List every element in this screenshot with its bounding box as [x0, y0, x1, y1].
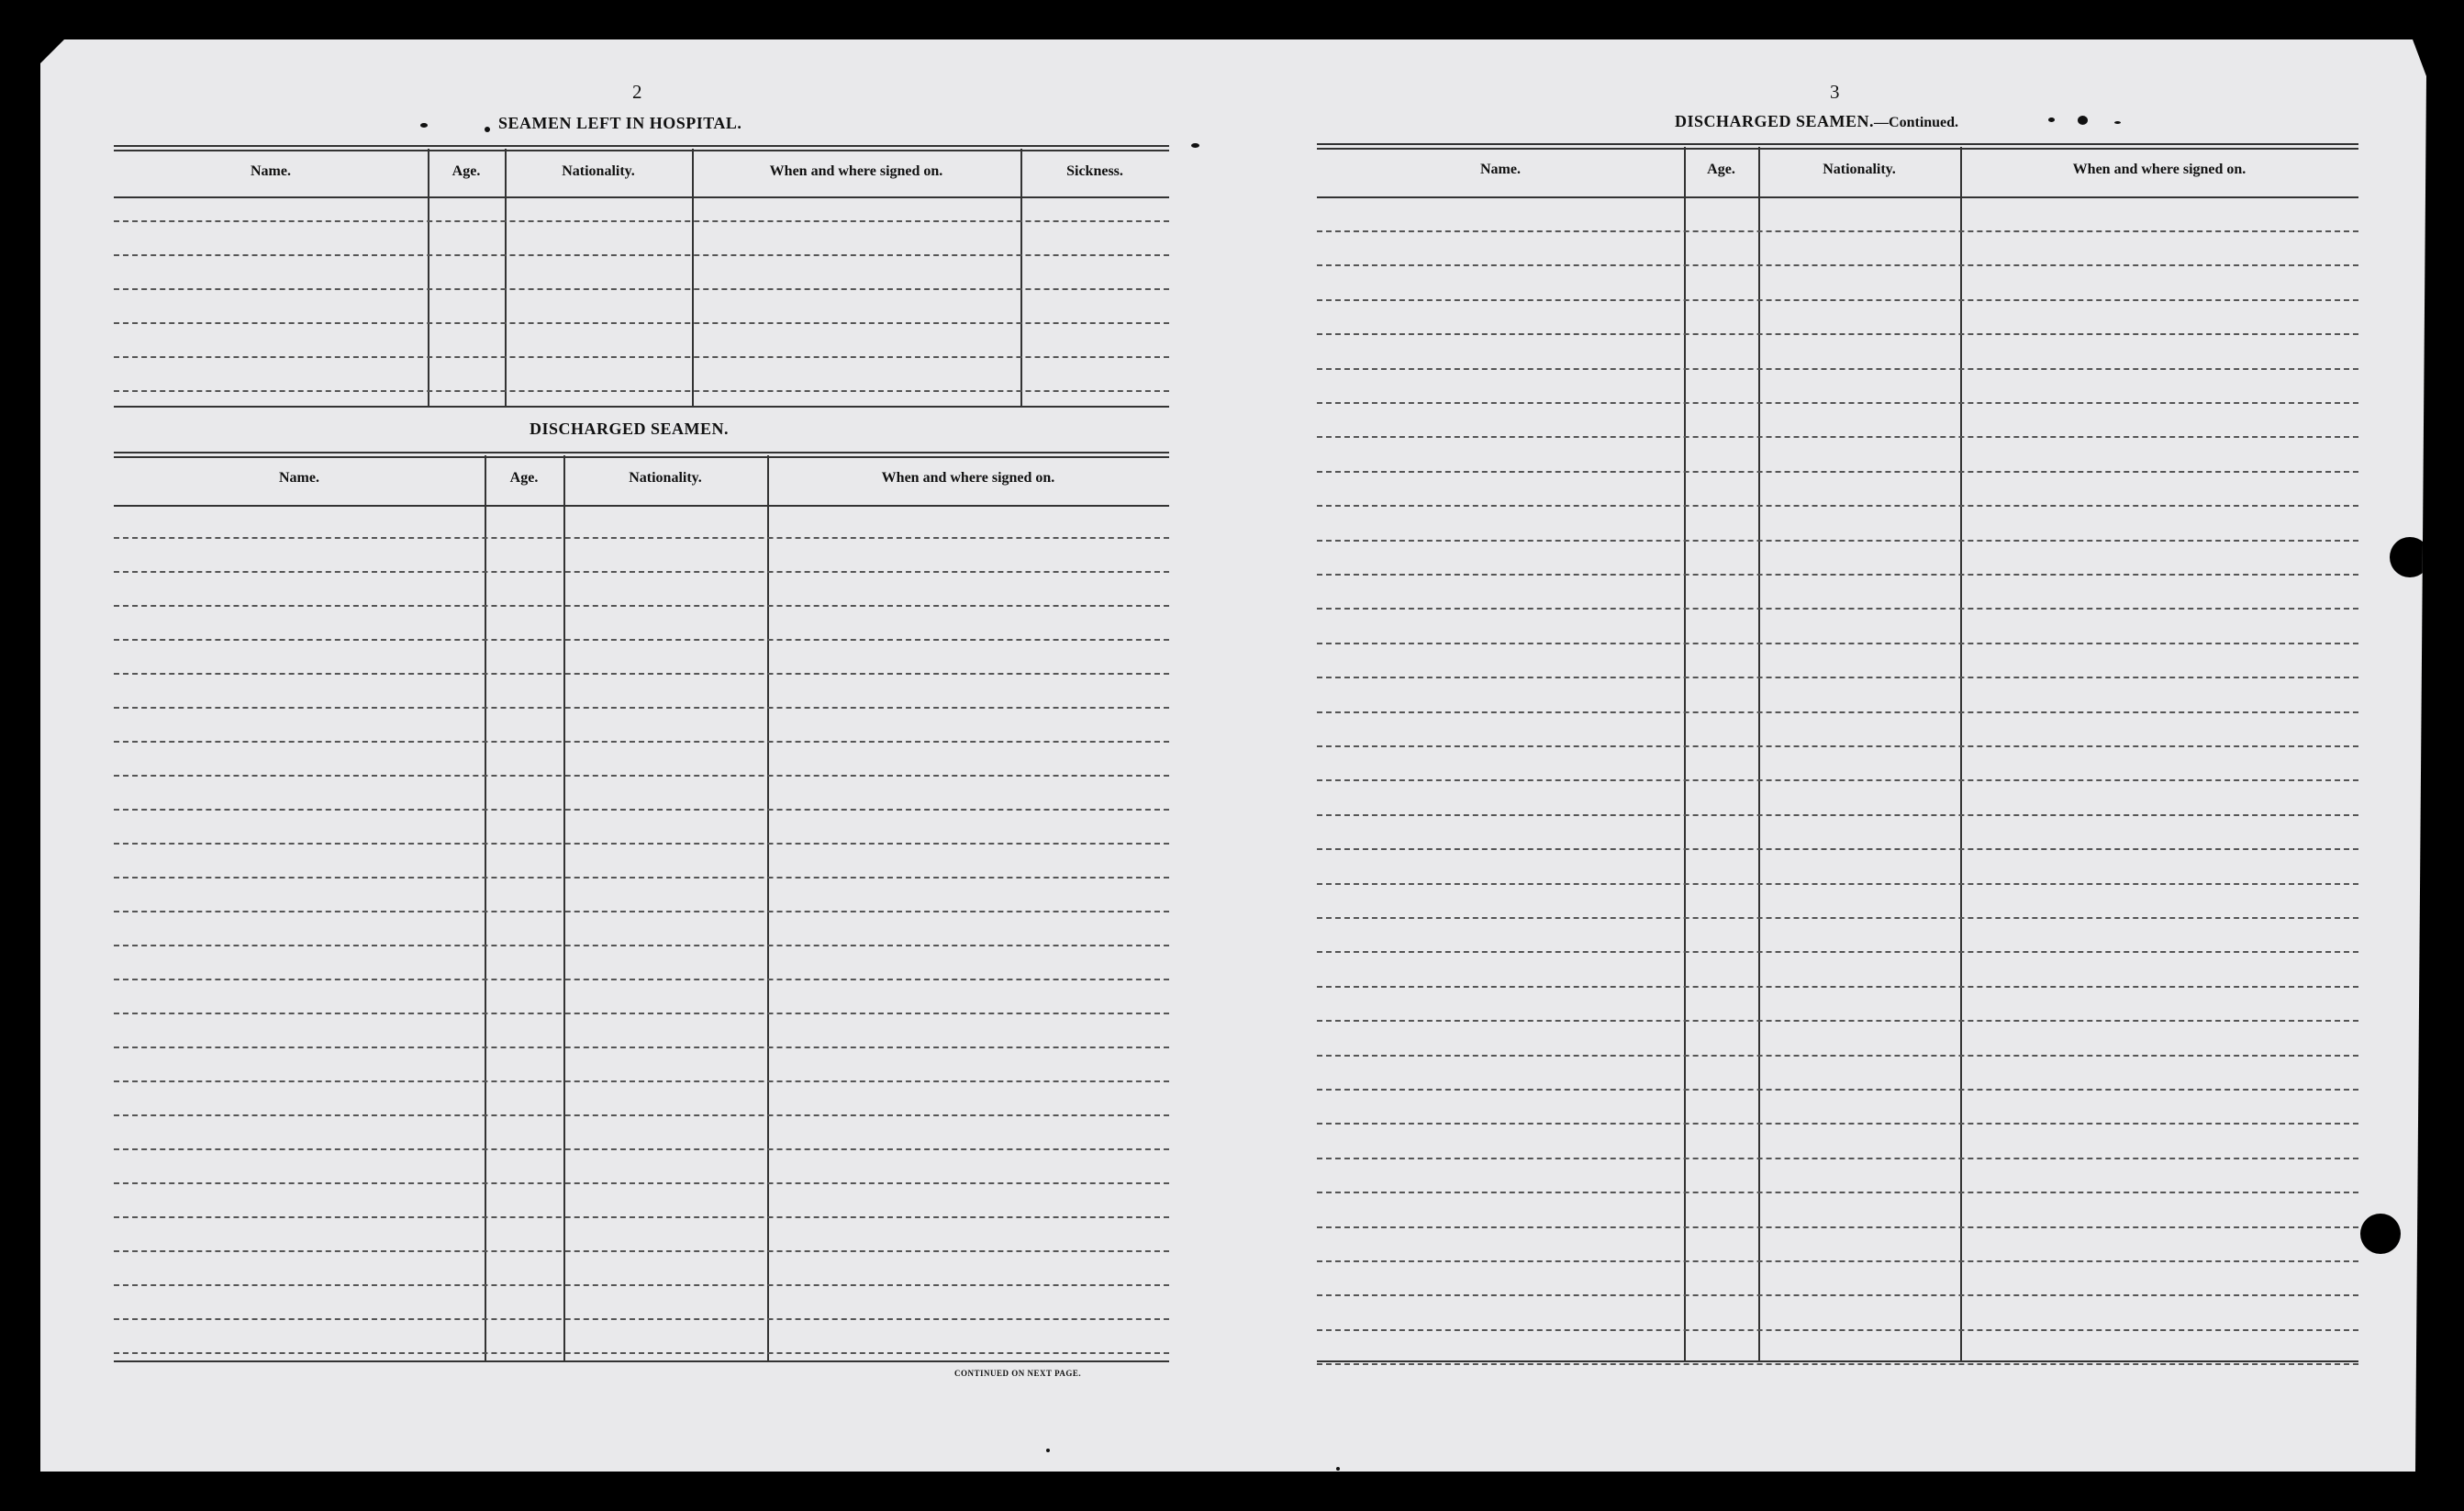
ruled-row-line [1317, 230, 2358, 232]
discharged-left-col-divider-1 [485, 455, 486, 1362]
discharged-left-col-divider-2 [563, 455, 565, 1362]
ruled-row-line [114, 639, 1169, 641]
punch-hole-upper [2390, 537, 2430, 577]
ruled-row-line [114, 1250, 1169, 1252]
ruled-row-line [1317, 540, 2358, 542]
ruled-row-line [114, 707, 1169, 709]
ruled-row-line [1317, 1260, 2358, 1262]
discharged-right-top-rule [1317, 143, 2358, 145]
hospital-section-title: SEAMEN LEFT IN HOSPITAL. [498, 114, 742, 132]
hospital-col-divider-3 [692, 149, 694, 406]
discharged-right-col-divider-1 [1684, 147, 1686, 1362]
ruled-row-line [114, 1114, 1169, 1116]
ruled-row-line [1317, 402, 2358, 404]
discharged-right-header-rule [1317, 196, 2358, 198]
print-mark [1191, 143, 1199, 148]
ruled-row-line [1317, 1226, 2358, 1228]
ruled-row-line [1317, 471, 2358, 473]
hospital-col-nationality: Nationality. [562, 163, 635, 179]
punch-hole-lower [2360, 1214, 2401, 1254]
ruled-row-line [1317, 574, 2358, 576]
discharged-right-col-divider-2 [1758, 147, 1760, 1362]
discharged-section-title: DISCHARGED SEAMEN. [530, 420, 730, 438]
ruled-row-line [114, 571, 1169, 573]
ruled-row-line [1317, 814, 2358, 816]
ruled-row-line [114, 1216, 1169, 1218]
discharged-continued-title-main: DISCHARGED SEAMEN. [1675, 112, 1875, 130]
ruled-row-line [114, 843, 1169, 845]
hospital-table [114, 145, 1169, 408]
page-number-left: 2 [632, 81, 642, 103]
ruled-row-line [1317, 711, 2358, 713]
discharged-right-bottom-rule [1317, 1360, 2358, 1362]
ruled-row-line [1317, 986, 2358, 988]
ruled-row-line [1317, 505, 2358, 507]
hospital-col-sickness: Sickness. [1066, 163, 1123, 179]
ruled-row-line [114, 1284, 1169, 1286]
ruled-row-line [1317, 1329, 2358, 1331]
discharged-right-col-name: Name. [1480, 162, 1521, 177]
ruled-row-line [1317, 917, 2358, 919]
ruled-row-line [1317, 643, 2358, 644]
discharged-table-left [114, 452, 1169, 1362]
ruled-row-line [114, 741, 1169, 743]
ruled-row-line [1317, 883, 2358, 885]
ruled-row-line [114, 775, 1169, 777]
page-number-right: 3 [1830, 81, 1840, 103]
ruled-row-line [1317, 264, 2358, 266]
ruled-row-line [114, 911, 1169, 912]
discharged-right-col-signed-on: When and where signed on. [2072, 162, 2247, 177]
ruled-row-line [114, 877, 1169, 879]
ruled-row-line [114, 945, 1169, 946]
hospital-col-name: Name. [251, 163, 291, 179]
ruled-row-line [1317, 1089, 2358, 1091]
discharged-continued-title-suffix: —Continued. [1874, 115, 1959, 130]
hospital-table-header-rule [114, 196, 1169, 198]
discharged-left-bottom-rule [114, 1360, 1169, 1362]
discharged-right-col-divider-3 [1960, 147, 1962, 1362]
hospital-col-divider-2 [505, 149, 507, 406]
ruled-row-line [1317, 1158, 2358, 1159]
print-mark [2114, 121, 2121, 124]
ruled-row-line [1317, 1123, 2358, 1125]
hospital-col-signed-on: When and where signed on. [769, 163, 943, 179]
ruled-row-line [114, 220, 1169, 222]
discharged-left-top-rule [114, 452, 1169, 453]
ruled-row-line [114, 809, 1169, 811]
ruled-row-line [1317, 608, 2358, 610]
ruled-row-line [114, 254, 1169, 256]
ruled-row-line [114, 356, 1169, 358]
discharged-table-right [1317, 143, 2358, 1362]
print-mark [2078, 116, 2088, 125]
ruled-row-line [114, 288, 1169, 290]
ruled-row-line [1317, 745, 2358, 747]
ruled-row-line [114, 1318, 1169, 1320]
ruled-row-line [114, 1047, 1169, 1048]
discharged-right-col-nationality: Nationality. [1823, 162, 1896, 177]
hospital-col-divider-1 [428, 149, 429, 406]
print-mark [1046, 1449, 1050, 1452]
ruled-row-line [1317, 1192, 2358, 1193]
print-mark [2048, 118, 2055, 122]
ruled-row-line [1317, 1363, 2358, 1365]
ruled-row-line [114, 673, 1169, 675]
ruled-row-line [1317, 951, 2358, 953]
discharged-left-col-divider-3 [767, 455, 769, 1362]
print-mark [1336, 1467, 1340, 1471]
hospital-col-divider-4 [1020, 149, 1022, 406]
ruled-row-line [114, 979, 1169, 980]
ruled-row-line [1317, 1020, 2358, 1022]
ruled-row-line [114, 1182, 1169, 1184]
ruled-row-line [1317, 333, 2358, 335]
discharged-left-col-name: Name. [279, 470, 319, 486]
hospital-col-age: Age. [452, 163, 481, 179]
ruled-row-line [1317, 1055, 2358, 1057]
ruled-row-line [114, 1080, 1169, 1082]
ruled-row-line [1317, 677, 2358, 678]
print-mark [485, 127, 490, 132]
hospital-table-bottom-rule [114, 406, 1169, 408]
ruled-row-line [1317, 368, 2358, 370]
ruled-row-line [114, 1148, 1169, 1150]
ruled-row-line [114, 322, 1169, 324]
discharged-continued-title [1675, 112, 1958, 131]
ruled-row-line [114, 537, 1169, 539]
ruled-row-line [1317, 848, 2358, 850]
discharged-left-col-age: Age. [509, 470, 539, 486]
ruled-row-line [114, 1352, 1169, 1354]
ruled-row-line [114, 1013, 1169, 1014]
discharged-left-header-rule [114, 505, 1169, 507]
ruled-row-line [1317, 436, 2358, 438]
ruled-row-line [1317, 779, 2358, 781]
discharged-left-col-nationality: Nationality. [629, 470, 702, 486]
print-mark [420, 123, 428, 128]
discharged-right-col-age: Age. [1707, 162, 1735, 177]
ruled-row-line [114, 390, 1169, 392]
continued-footnote: CONTINUED ON NEXT PAGE. [954, 1369, 1082, 1378]
hospital-table-top-rule [114, 145, 1169, 147]
ruled-row-line [114, 605, 1169, 607]
ruled-row-line [1317, 1294, 2358, 1296]
discharged-left-col-signed-on: When and where signed on. [881, 470, 1055, 486]
ruled-row-line [1317, 299, 2358, 301]
